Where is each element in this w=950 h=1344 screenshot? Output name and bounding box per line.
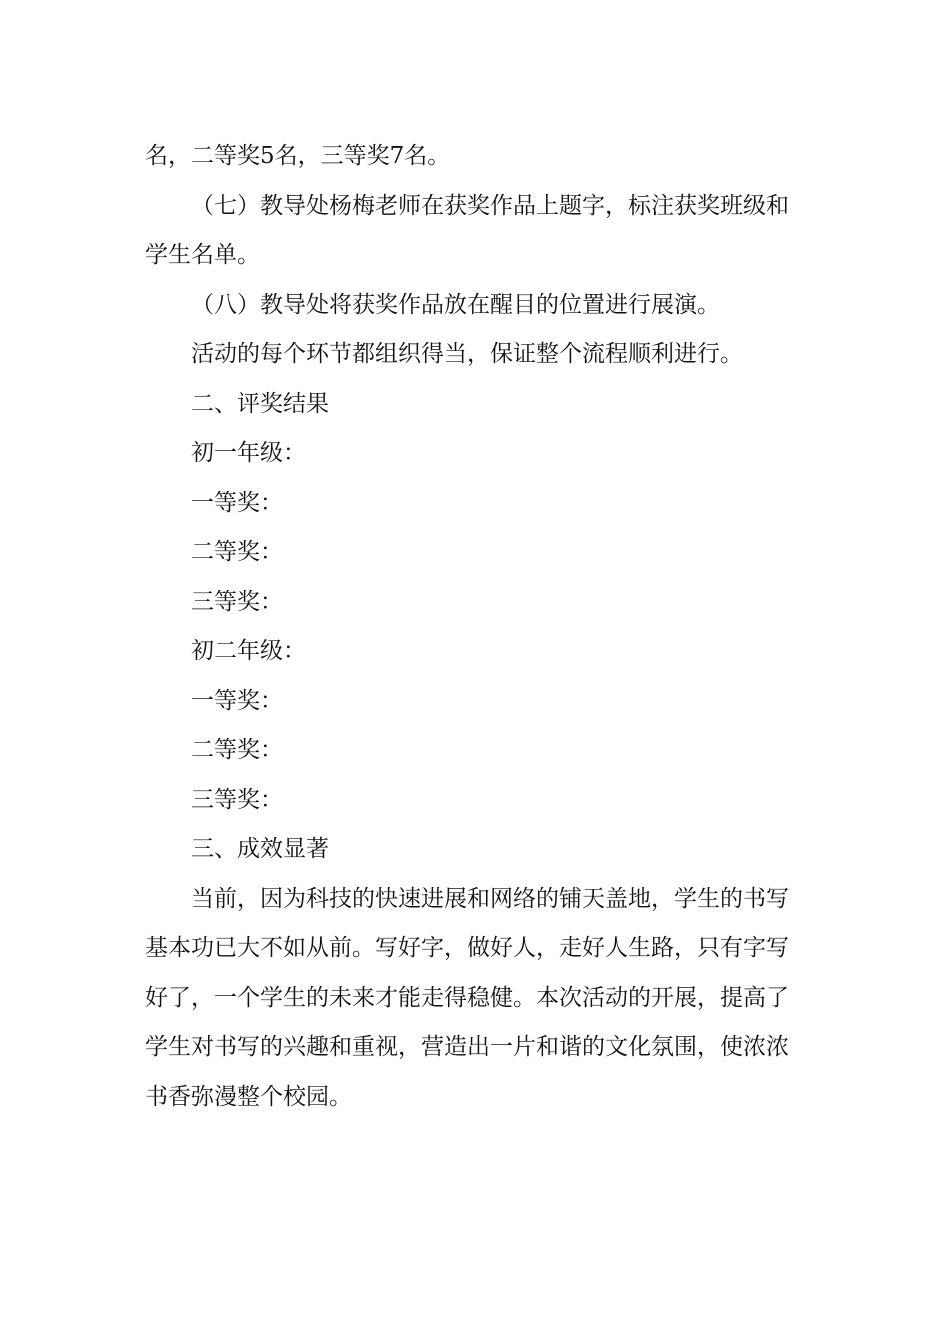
paragraph-step-eight: （八）教导处将获奖作品放在醒目的位置进行展演。	[191, 291, 720, 318]
grade-one-first-prize: 一等奖：	[191, 489, 283, 516]
paragraph-activity-summary: 活动的每个环节都组织得当，保证整个流程顺利进行。	[191, 341, 743, 367]
grade-two-third-prize: 三等奖：	[191, 786, 283, 813]
paragraph-step-seven: （七）教导处杨梅老师在获奖作品上题字，标注获奖班级和学生名单。	[145, 192, 789, 268]
section-heading-results: 二、评奖结果	[191, 390, 329, 417]
grade-two-heading: 初二年级：	[191, 638, 306, 664]
section-heading-effects: 三、成效显著	[191, 836, 329, 862]
paragraph-award-count-continued: 名，二等奖5名，三等奖7名。	[145, 143, 451, 169]
grade-one-third-prize: 三等奖：	[191, 588, 283, 615]
document-body	[145, 132, 810, 1122]
grade-one-heading: 初一年级：	[191, 440, 306, 466]
grade-one-second-prize: 二等奖：	[191, 539, 283, 565]
grade-two-first-prize: 一等奖：	[191, 687, 283, 714]
grade-two-second-prize: 二等奖：	[191, 737, 283, 763]
paragraph-effects-body: 当前，因为科技的快速进展和网络的铺天盖地，学生的书写基本功已大不如从前。写好字，做好人，走好人生路，只有字写好了，一个学生的未来才能走得稳健。本次活动的开展，提高了学生对书写的兴趣和重视，营造出一片和谐的文化氛围，使浓浓书香弥漫整个校园。	[145, 885, 789, 1110]
